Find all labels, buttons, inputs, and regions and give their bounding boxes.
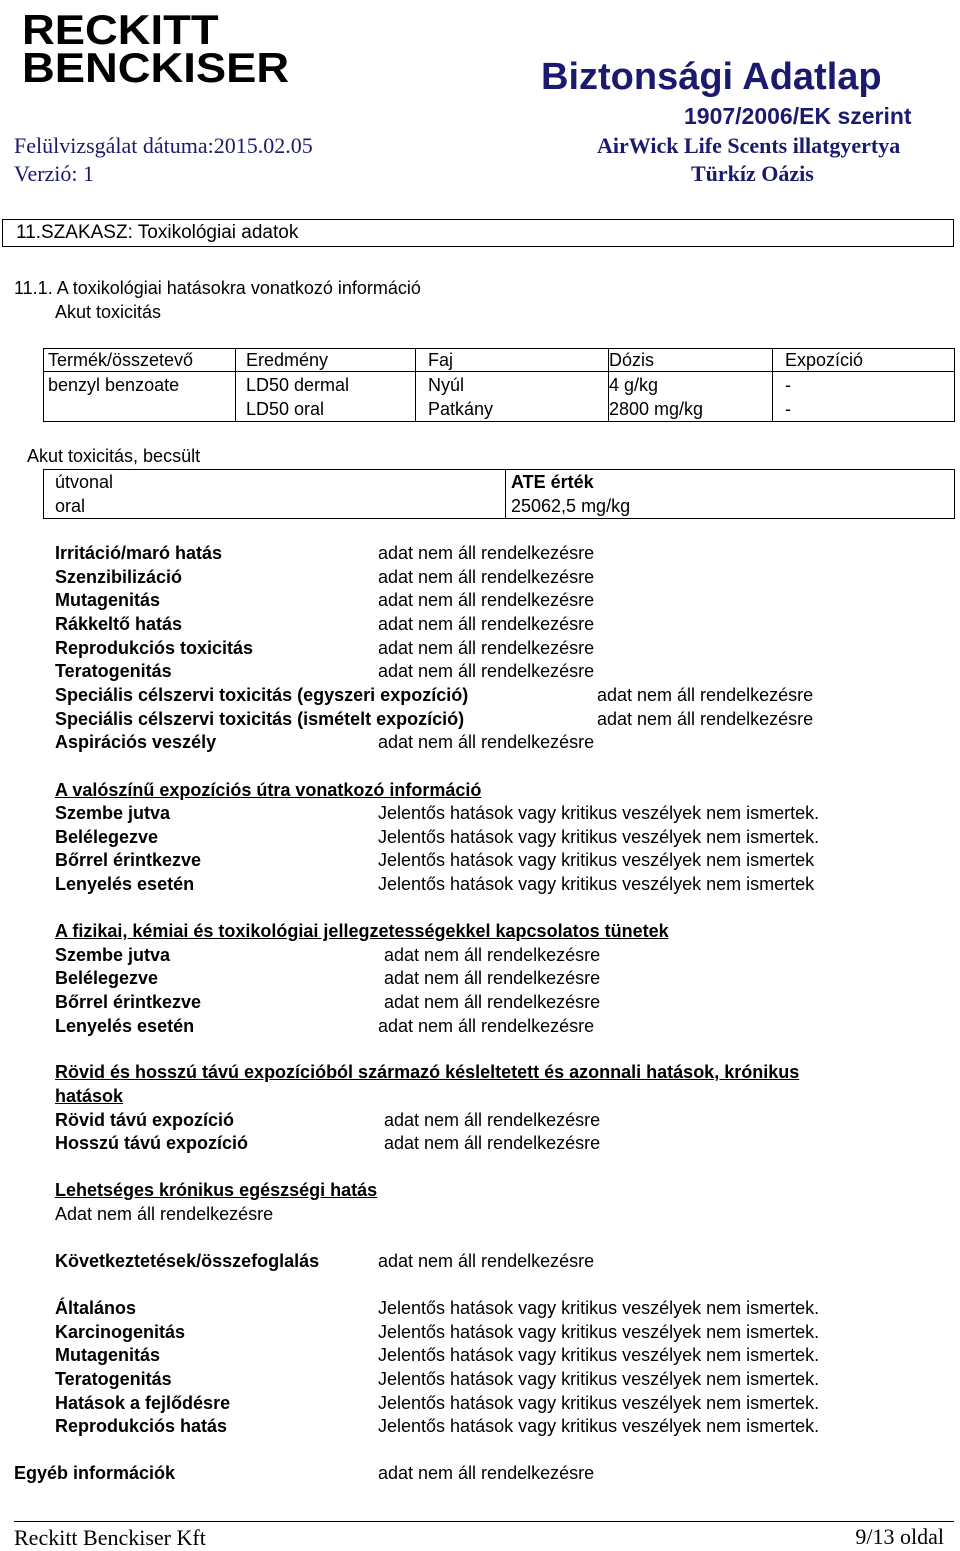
footer-page-number: 9/13 oldal xyxy=(855,1524,944,1549)
general-value: Jelentős hatások vagy kritikus veszélyek nem ismertek. xyxy=(378,1345,820,1365)
regulation-line: 1907/2006/EK szerint xyxy=(684,103,912,129)
hazard-label: Rákkeltő hatás xyxy=(55,614,183,634)
hazard-value: adat nem áll rendelkezésre xyxy=(378,638,595,658)
footer-company: Reckitt Benckiser Kft xyxy=(14,1525,206,1550)
table-cell-species: Nyúl xyxy=(428,375,465,395)
product-name: AirWick Life Scents illatgyertya xyxy=(597,133,901,158)
table-header-species: Faj xyxy=(428,350,454,370)
logo-reckitt: RECKITT xyxy=(22,6,219,53)
route-header: útvonal xyxy=(55,472,114,492)
delayed-heading-cont: hatások xyxy=(55,1086,124,1106)
hazard-value: adat nem áll rendelkezésre xyxy=(597,709,814,729)
symptom-value: adat nem áll rendelkezésre xyxy=(384,968,601,988)
chronic-heading: Lehetséges krónikus egészségi hatás xyxy=(55,1180,378,1200)
ate-value: 25062,5 mg/kg xyxy=(511,496,631,516)
general-value: Jelentős hatások vagy kritikus veszélyek nem ismertek. xyxy=(378,1322,820,1342)
acute-toxicity-label: Akut toxicitás xyxy=(55,302,162,322)
table-cell-dose: 2800 mg/kg xyxy=(609,399,704,419)
hazard-value: adat nem áll rendelkezésre xyxy=(378,567,595,587)
hazard-label: Teratogenitás xyxy=(55,661,172,681)
document-title: Biztonsági Adatlap xyxy=(541,56,882,98)
hazard-label: Aspirációs veszély xyxy=(55,732,217,752)
table-cell-result: LD50 dermal xyxy=(246,375,350,395)
ate-header: ATE érték xyxy=(511,472,594,492)
footer-divider xyxy=(14,1521,954,1522)
logo-benckiser: BENCKISER xyxy=(22,44,290,91)
table-cell-species: Patkány xyxy=(428,399,494,419)
hazard-label: Mutagenitás xyxy=(55,590,161,610)
version: Verzió: 1 xyxy=(14,161,95,186)
route-value: oral xyxy=(55,496,86,516)
route-label: Lenyelés esetén xyxy=(55,874,195,894)
route-effect: Jelentős hatások vagy kritikus veszélyek nem ismertek xyxy=(378,850,815,870)
hazard-value: adat nem áll rendelkezésre xyxy=(597,685,814,705)
hazard-value: adat nem áll rendelkezésre xyxy=(378,543,595,563)
hazard-value: adat nem áll rendelkezésre xyxy=(378,590,595,610)
table-header-exposure: Expozíció xyxy=(785,350,864,370)
route-label: Szembe jutva xyxy=(55,803,171,823)
symptom-label: Szembe jutva xyxy=(55,945,171,965)
conclusion-label: Következtetések/összefoglalás xyxy=(55,1251,320,1271)
subsection-title: 11.1. A toxikológiai hatásokra vonatkozó információ xyxy=(14,278,421,298)
symptom-label: Belélegezve xyxy=(55,968,159,988)
general-value: Jelentős hatások vagy kritikus veszélyek nem ismertek. xyxy=(378,1416,820,1436)
hazard-label: Speciális célszervi toxicitás (ismételt expozíció) xyxy=(55,709,465,729)
general-value: Jelentős hatások vagy kritikus veszélyek nem ismertek. xyxy=(378,1393,820,1413)
route-label: Belélegezve xyxy=(55,827,159,847)
general-label: Hatások a fejlődésre xyxy=(55,1393,231,1413)
general-label: Teratogenitás xyxy=(55,1369,172,1389)
table-cell-dose: 4 g/kg xyxy=(609,375,659,395)
table-header-component: Termék/összetevő xyxy=(48,350,194,370)
general-value: Jelentős hatások vagy kritikus veszélyek nem ismertek. xyxy=(378,1298,820,1318)
hazard-value: adat nem áll rendelkezésre xyxy=(378,614,595,634)
other-info-value: adat nem áll rendelkezésre xyxy=(378,1463,595,1483)
symptom-value: adat nem áll rendelkezésre xyxy=(384,945,601,965)
route-effect: Jelentős hatások vagy kritikus veszélyek nem ismertek. xyxy=(378,827,820,847)
table-cell-component: benzyl benzoate xyxy=(48,375,180,395)
section-title: 11.SZAKASZ: Toxikológiai adatok xyxy=(16,222,299,243)
table-header-dose: Dózis xyxy=(609,350,655,370)
other-info-label: Egyéb információk xyxy=(14,1463,176,1483)
revision-date: Felülvizsgálat dátuma:2015.02.05 xyxy=(14,133,313,158)
hazard-value: adat nem áll rendelkezésre xyxy=(378,661,595,681)
symptoms-heading: A fizikai, kémiai és toxikológiai jellegzetességekkel kapcsolatos tünetek xyxy=(55,921,669,941)
product-variant: Türkíz Oázis xyxy=(691,161,814,186)
symptom-value: adat nem áll rendelkezésre xyxy=(378,1016,595,1036)
table-cell-exposure: - xyxy=(785,375,791,395)
route-label: Bőrrel érintkezve xyxy=(55,850,202,870)
route-effect: Jelentős hatások vagy kritikus veszélyek nem ismertek. xyxy=(378,803,820,823)
table-cell-exposure: - xyxy=(785,399,791,419)
general-label: Általános xyxy=(55,1298,137,1318)
ate-table xyxy=(43,469,955,519)
table-cell-result: LD50 oral xyxy=(246,399,325,419)
general-label: Mutagenitás xyxy=(55,1345,161,1365)
table-header-result: Eredmény xyxy=(246,350,329,370)
section-header xyxy=(2,219,954,247)
symptom-label: Bőrrel érintkezve xyxy=(55,992,202,1012)
hazard-label: Speciális célszervi toxicitás (egyszeri expozíció) xyxy=(55,685,469,705)
symptom-label: Lenyelés esetén xyxy=(55,1016,195,1036)
estimated-toxicity-label: Akut toxicitás, becsült xyxy=(27,446,201,466)
delayed-heading: Rövid és hosszú távú expozícióból származó késleltetett és azonnali hatások, krónikus xyxy=(55,1062,800,1082)
general-label: Reprodukciós hatás xyxy=(55,1416,228,1436)
route-effect: Jelentős hatások vagy kritikus veszélyek nem ismertek xyxy=(378,874,815,894)
delayed-label: Hosszú távú expozíció xyxy=(55,1133,249,1153)
symptom-value: adat nem áll rendelkezésre xyxy=(384,992,601,1012)
hazard-label: Reprodukciós toxicitás xyxy=(55,638,254,658)
hazard-label: Szenzibilizáció xyxy=(55,567,183,587)
conclusion-value: adat nem áll rendelkezésre xyxy=(378,1251,595,1271)
delayed-value: adat nem áll rendelkezésre xyxy=(384,1133,601,1153)
hazard-label: Irritáció/maró hatás xyxy=(55,543,223,563)
delayed-label: Rövid távú expozíció xyxy=(55,1110,235,1130)
chronic-value: Adat nem áll rendelkezésre xyxy=(55,1204,274,1224)
general-label: Karcinogenitás xyxy=(55,1322,186,1342)
routes-heading: A valószínű expozíciós útra vonatkozó információ xyxy=(55,780,482,800)
general-value: Jelentős hatások vagy kritikus veszélyek nem ismertek. xyxy=(378,1369,820,1389)
delayed-value: adat nem áll rendelkezésre xyxy=(384,1110,601,1130)
hazard-value: adat nem áll rendelkezésre xyxy=(378,732,595,752)
